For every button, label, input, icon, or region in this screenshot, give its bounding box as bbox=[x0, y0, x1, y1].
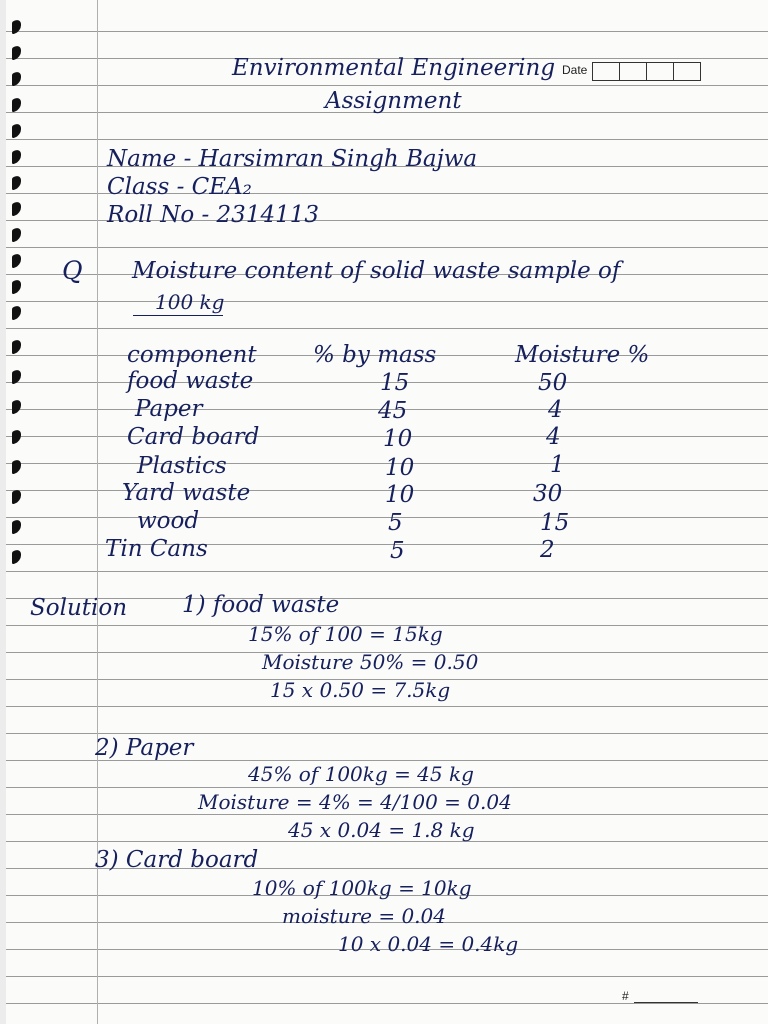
table-header: Moisture % bbox=[515, 342, 650, 368]
solution-line: moisture = 0.04 bbox=[282, 904, 446, 928]
table-cell: 1 bbox=[550, 452, 565, 478]
underline bbox=[133, 315, 223, 316]
solution-line: 10 x 0.04 = 0.4kg bbox=[338, 932, 519, 956]
table-cell: 2 bbox=[540, 537, 555, 563]
table-header: component bbox=[127, 342, 257, 368]
table-cell: 50 bbox=[538, 370, 568, 396]
binding-hole bbox=[12, 458, 21, 474]
table-cell: 15 bbox=[540, 510, 570, 536]
binding-hole bbox=[12, 518, 21, 534]
table-cell: food waste bbox=[127, 368, 254, 394]
solution-line: Moisture 50% = 0.50 bbox=[262, 650, 479, 674]
page-number-label: # bbox=[622, 989, 629, 1003]
table-cell: 10 bbox=[385, 455, 415, 481]
page-left-edge bbox=[0, 0, 6, 1024]
binding-hole bbox=[12, 70, 21, 86]
page-subtitle: Assignment bbox=[325, 88, 462, 114]
question-text-cont: 100 kg bbox=[155, 290, 225, 314]
binding-hole bbox=[12, 44, 21, 60]
student-name: Name - Harsimran Singh Bajwa bbox=[107, 146, 478, 172]
binding-hole bbox=[12, 278, 21, 294]
solution-label: Solution bbox=[30, 595, 128, 621]
student-roll: Roll No - 2314113 bbox=[107, 202, 319, 228]
table-header: % by mass bbox=[313, 342, 437, 368]
binding-hole bbox=[12, 398, 21, 414]
binding-hole bbox=[12, 338, 21, 354]
binding-hole bbox=[12, 368, 21, 384]
table-cell: 5 bbox=[388, 510, 403, 536]
binding-hole bbox=[12, 148, 21, 164]
table-cell: Paper bbox=[135, 396, 203, 422]
binding-hole bbox=[12, 174, 21, 190]
table-cell: 10 bbox=[385, 482, 415, 508]
table-cell: wood bbox=[137, 508, 200, 534]
solution-line: 45% of 100kg = 45 kg bbox=[248, 762, 474, 786]
binding-hole bbox=[12, 488, 21, 504]
table-cell: Tin Cans bbox=[105, 536, 208, 562]
binding-hole bbox=[12, 252, 21, 268]
table-cell: 4 bbox=[546, 424, 561, 450]
question-marker: Q bbox=[62, 256, 83, 285]
page-title: Environmental Engineering bbox=[232, 55, 556, 81]
date-boxes bbox=[592, 62, 701, 81]
page-number-line bbox=[634, 1002, 698, 1003]
table-cell: Yard waste bbox=[122, 480, 251, 506]
binding-hole bbox=[12, 200, 21, 216]
table-cell: 5 bbox=[390, 538, 405, 564]
solution-heading: 2) Paper bbox=[95, 735, 194, 761]
solution-line: 15% of 100 = 15kg bbox=[248, 622, 443, 646]
table-cell: Plastics bbox=[137, 453, 227, 479]
binding-hole bbox=[12, 122, 21, 138]
solution-line: 10% of 100kg = 10kg bbox=[252, 876, 472, 900]
date-label: Date bbox=[562, 63, 588, 77]
question-text: Moisture content of solid waste sample of bbox=[132, 258, 621, 284]
solution-line: Moisture = 4% = 4/100 = 0.04 bbox=[198, 790, 512, 814]
binding-hole bbox=[12, 96, 21, 112]
binding-hole bbox=[12, 18, 21, 34]
binding-hole bbox=[12, 428, 21, 444]
binding-hole bbox=[12, 548, 21, 564]
solution-heading: 3) Card board bbox=[95, 847, 259, 873]
binding-hole bbox=[12, 226, 21, 242]
student-class: Class - CEA₂ bbox=[107, 174, 252, 200]
table-cell: 4 bbox=[548, 397, 563, 423]
solution-line: 15 x 0.50 = 7.5kg bbox=[270, 678, 451, 702]
table-cell: 10 bbox=[383, 426, 413, 452]
solution-line: 45 x 0.04 = 1.8 kg bbox=[288, 818, 475, 842]
table-cell: 30 bbox=[533, 481, 563, 507]
table-cell: 45 bbox=[378, 398, 408, 424]
table-cell: Card board bbox=[127, 424, 260, 450]
solution-heading: 1) food waste bbox=[182, 592, 340, 618]
binding-hole bbox=[12, 304, 21, 320]
table-cell: 15 bbox=[380, 370, 410, 396]
